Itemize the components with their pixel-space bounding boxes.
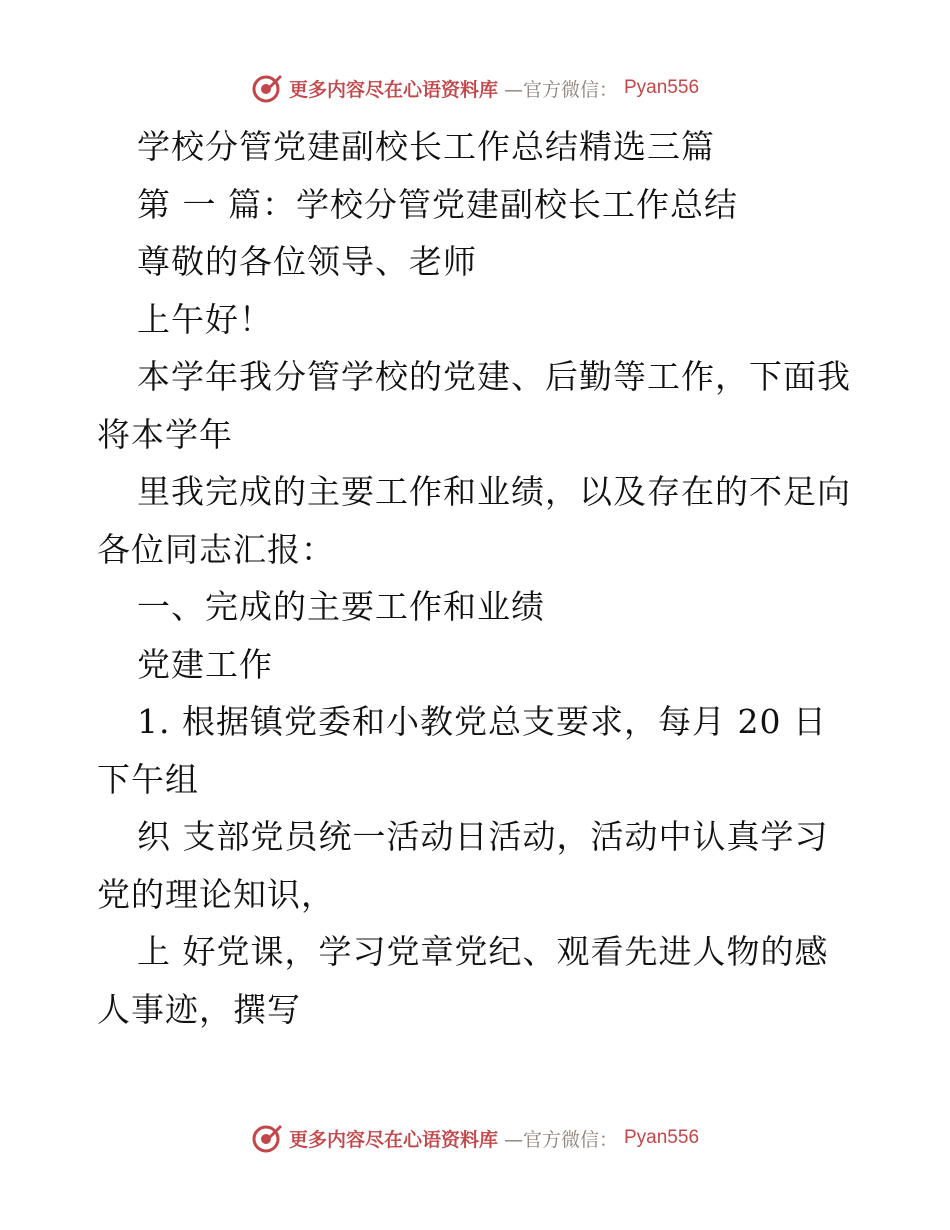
banner-text: 更多内容尽在心语资料库 bbox=[288, 78, 498, 101]
wechat-id: Pyan556 bbox=[624, 1127, 700, 1148]
paragraph-line: 本学年我分管学校的党建、后勤等工作，下面我 bbox=[137, 357, 851, 396]
banner-separator: —官方微信： bbox=[503, 78, 618, 101]
salutation: 尊敬的各位领导、老师 bbox=[137, 242, 477, 281]
subheading: 党建工作 bbox=[137, 644, 273, 684]
paragraph-line: 上 好党课，学习党章党纪、观看先进人物的感 bbox=[137, 932, 829, 971]
paragraph-line: 人事迹，撰写 bbox=[97, 989, 301, 1029]
header-banner bbox=[0, 72, 950, 104]
greeting: 上午好！ bbox=[137, 299, 273, 339]
paragraph-line: 1. 根据镇党委和小教党总支要求，每月 20 日 bbox=[137, 702, 827, 741]
wechat-id: Pyan556 bbox=[624, 77, 700, 98]
banner-separator: —官方微信： bbox=[503, 1128, 618, 1151]
paragraph-line: 下午组 bbox=[97, 759, 199, 799]
paragraph-line: 织 支部党员统一活动日活动，活动中认真学习 bbox=[137, 817, 829, 856]
paragraph-line: 将本学年 bbox=[97, 414, 233, 454]
banner-text: 更多内容尽在心语资料库 bbox=[288, 1128, 498, 1151]
paragraph-line: 党的理论知识， bbox=[97, 874, 335, 914]
subheading: 一、完成的主要工作和业绩 bbox=[137, 587, 545, 626]
paragraph-line: 里我完成的主要工作和业绩，以及存在的不足向 bbox=[137, 472, 851, 511]
pen-logo-icon bbox=[251, 72, 283, 104]
doc-title: 学校分管党建副校长工作总结精选三篇 bbox=[137, 127, 715, 166]
section-heading: 第 一 篇：学校分管党建副校长工作总结 bbox=[137, 184, 738, 224]
footer-banner bbox=[0, 1122, 950, 1154]
paragraph-line: 各位同志汇报： bbox=[97, 529, 335, 569]
pen-logo-icon bbox=[251, 1122, 283, 1154]
document-body bbox=[97, 118, 857, 1038]
